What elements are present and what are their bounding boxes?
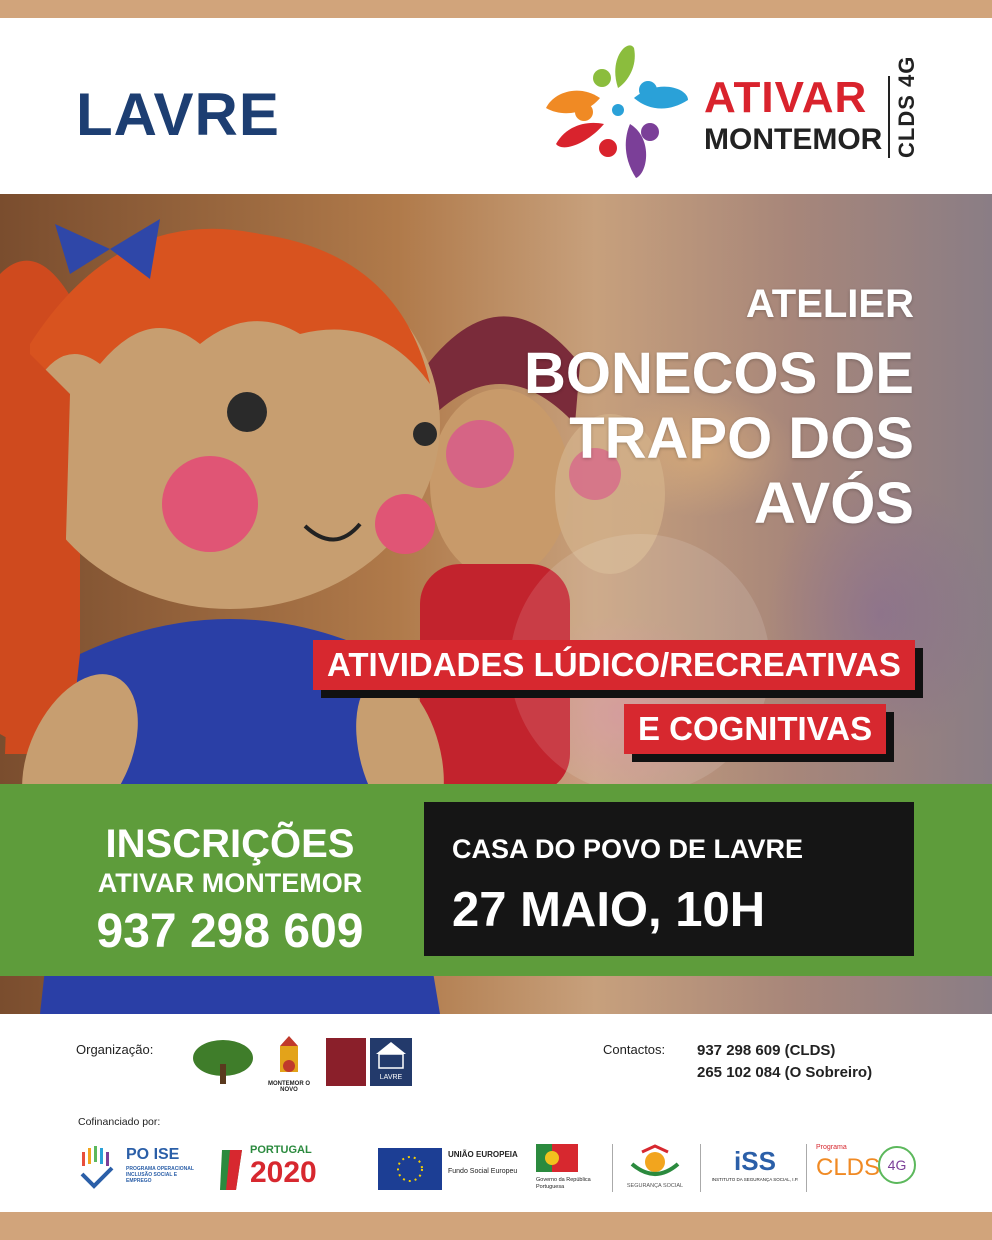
seguranca-social-logo (622, 1144, 688, 1196)
junta-freguesia-logo (370, 1038, 412, 1086)
place-title: LAVRE (76, 81, 280, 148)
event-datetime: 27 MAIO, 10H (452, 883, 766, 937)
clds-4g-badge: 4G (878, 1146, 916, 1184)
portugal-flag-icon (536, 1144, 578, 1172)
eu-logo (378, 1144, 528, 1194)
castle-icon (264, 1036, 314, 1076)
seguranca-social-text: SEGURANÇA SOCIAL (626, 1183, 684, 1189)
clds-programa: Programa (816, 1144, 847, 1151)
poise-logo (78, 1144, 198, 1194)
iss-logo (710, 1146, 800, 1196)
sponsor-divider-1 (612, 1144, 613, 1192)
hero-photo (0, 194, 992, 1014)
brand-clds: CLDS 4G (894, 55, 919, 158)
registration-organizer: ATIVAR MONTEMOR (97, 868, 363, 898)
clds-logo (814, 1142, 924, 1196)
iss-abbr: iSS (734, 1146, 776, 1176)
poster (0, 18, 992, 1212)
portugal-label: PORTUGAL (250, 1144, 312, 1156)
eu-flag-icon (378, 1148, 442, 1190)
bandstand-icon (370, 1038, 412, 1072)
seguranca-social-icon (622, 1144, 688, 1178)
registration-phone: 937 298 609 (96, 905, 364, 958)
contact-line-2: 265 102 084 (O Sobreiro) (697, 1064, 873, 1081)
junta-logo-text: LAVRE (379, 1074, 403, 1081)
header (0, 18, 992, 194)
montemor-o-novo-logo (264, 1036, 314, 1093)
title-line-3: AVÓS (753, 470, 914, 536)
cofinanced-label: Cofinanciado por: (78, 1116, 161, 1128)
poise-subtitle: PROGRAMA OPERACIONAL INCLUSÃO SOCIAL E EMPREGO (126, 1166, 194, 1184)
registration-title: INSCRIÇÕES (105, 822, 355, 866)
portugal-2020-logo (216, 1142, 356, 1198)
sponsor-divider-2 (700, 1144, 701, 1192)
brand-divider (888, 76, 890, 158)
event-title (524, 284, 914, 537)
portugal-flag-shape-icon (216, 1146, 246, 1194)
sponsor-divider-3 (806, 1144, 807, 1192)
activity-tag-2: E COGNITIVAS (624, 704, 886, 754)
eu-title: UNIÃO EUROPEIA (448, 1150, 518, 1159)
activity-tag-1: ATIVIDADES LÚDICO/RECREATIVAS (313, 640, 915, 690)
montemor-logo-text: MONTEMOR O NOVO (268, 1081, 310, 1093)
event-details-box (424, 802, 914, 956)
ativar-montemor-logo-icon (538, 28, 698, 188)
eu-subtitle: Fundo Social Europeu (448, 1168, 518, 1175)
contact-line-1: 937 298 609 (CLDS) (697, 1042, 836, 1059)
brand-ativar: ATIVAR (704, 73, 868, 122)
title-line-2: TRAPO DOS (569, 405, 914, 471)
event-venue: CASA DO POVO DE LAVRE (452, 834, 804, 864)
title-line-1: BONECOS DE (524, 341, 914, 406)
footer (0, 1014, 992, 1212)
government-text: Governo da República Portuguesa (536, 1177, 591, 1190)
sobreiro-logo-icon (326, 1038, 366, 1086)
poise-hands-icon (78, 1146, 118, 1190)
portugal-year: 2020 (250, 1156, 317, 1189)
iss-text: INSTITUTO DA SEGURANÇA SOCIAL, I.P. (711, 1177, 799, 1182)
clds-name: CLDS (816, 1154, 881, 1181)
organization-label: Organização: (76, 1042, 154, 1057)
tree-logo-icon (192, 1038, 254, 1086)
info-band (0, 784, 992, 976)
contacts-label: Contactos: (603, 1042, 666, 1057)
government-logo (536, 1144, 600, 1196)
title-kicker: ATELIER (745, 282, 914, 326)
brand-montemor: MONTEMOR (704, 123, 883, 156)
poise-title: PO ISE (126, 1146, 180, 1163)
